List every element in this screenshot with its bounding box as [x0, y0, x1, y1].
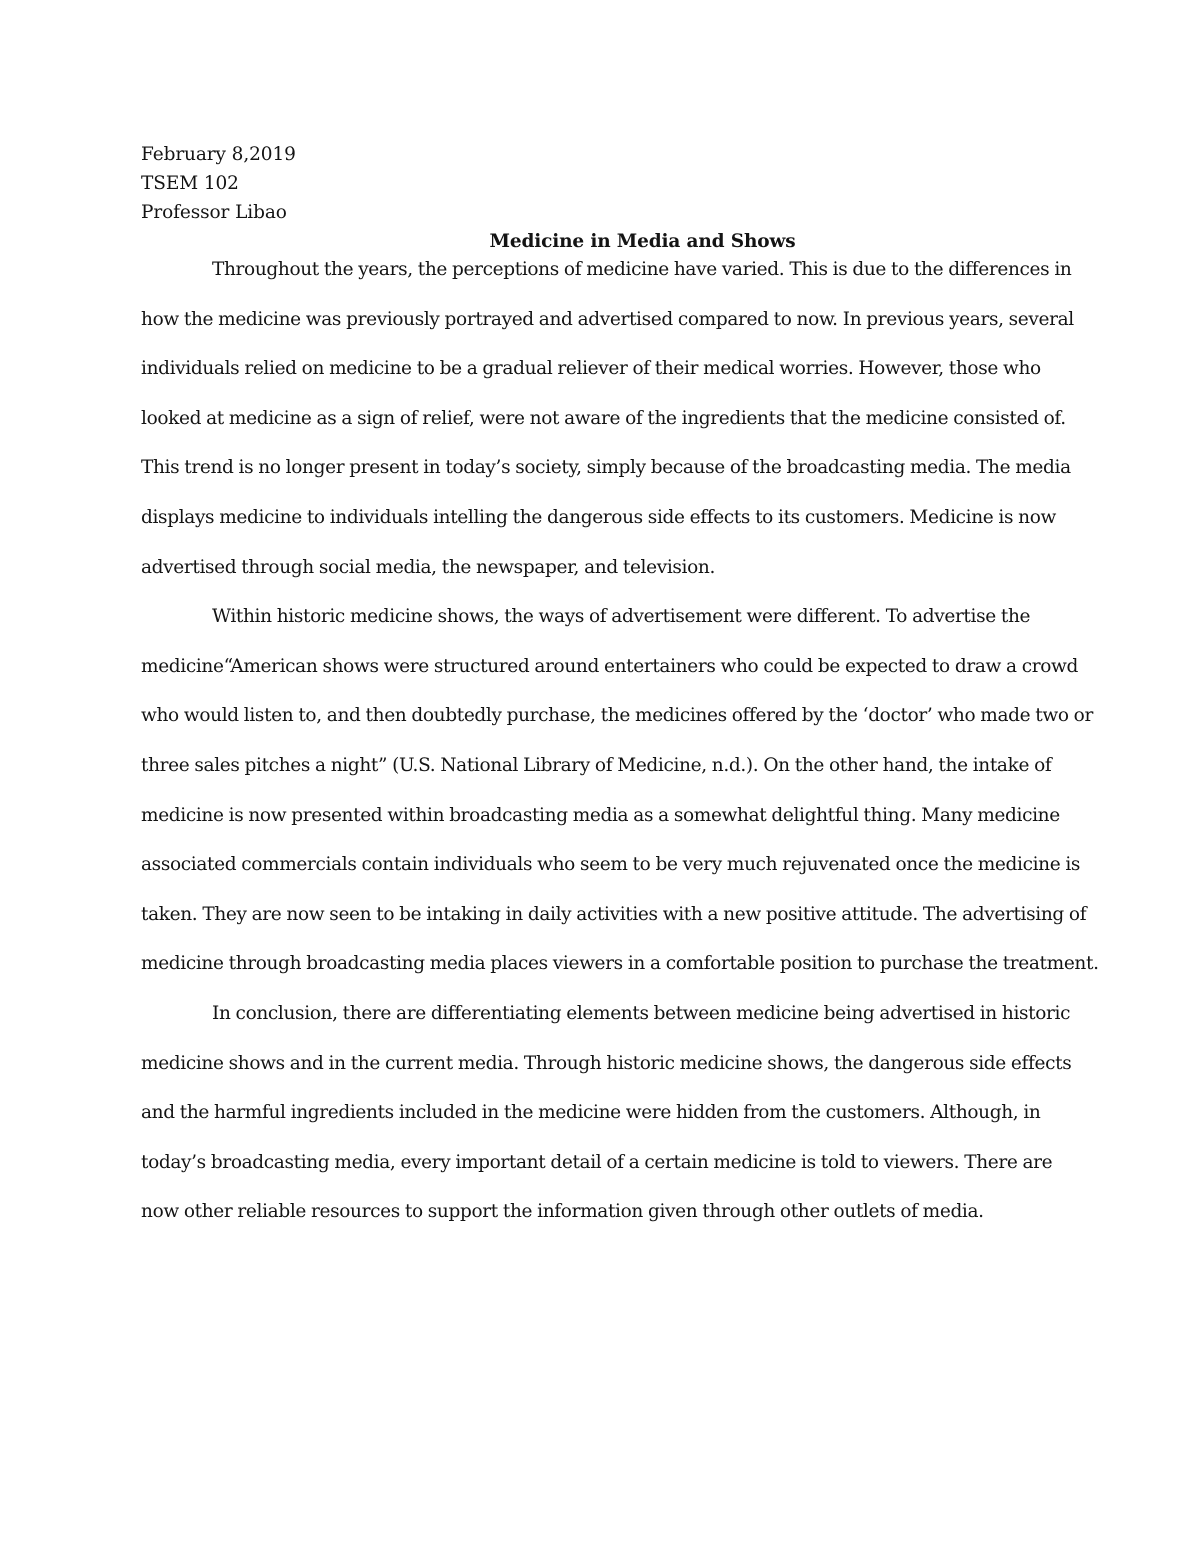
text-line: individuals relied on medicine to be a gradual reliever of their medical worries. However, those who	[141, 358, 1041, 380]
header-date: February 8,2019	[141, 144, 296, 165]
text-line: medicine“American shows were structured around entertainers who could be expected to draw a crowd	[141, 655, 1078, 677]
text-line: who would listen to, and then doubtedly purchase, the medicines offered by the ‘doctor’ who made two or	[141, 705, 1093, 727]
text-line: In conclusion, there are differentiating elements between medicine being advertised in historic	[212, 1002, 1071, 1024]
text-line: and the harmful ingredients included in the medicine were hidden from the customers. Although, in	[141, 1102, 1041, 1124]
text-line: looked at medicine as a sign of relief, were not aware of the ingredients that the medicine consisted of.	[141, 407, 1066, 429]
paragraph	[141, 255, 1074, 602]
text-line: medicine shows and in the current media. Through historic medicine shows, the dangerous side effects	[141, 1052, 1072, 1074]
text-line: taken. They are now seen to be intaking in daily activities with a new positive attitude. The advertising of	[141, 903, 1087, 925]
header-professor: Professor Libao	[141, 202, 287, 223]
paragraph	[141, 602, 1099, 999]
text-line: Within historic medicine shows, the ways of advertisement were different. To advertise the	[212, 606, 1031, 628]
text-line: how the medicine was previously portrayed and advertised compared to now. In previous years, several	[141, 308, 1074, 330]
document-title: Medicine in Media and Shows	[489, 231, 796, 252]
header-course: TSEM 102	[141, 173, 239, 194]
text-line: today’s broadcasting media, every important detail of a certain medicine is told to viewers. There are	[141, 1151, 1053, 1173]
text-line: displays medicine to individuals intelling the dangerous side effects to its customers. Medicine is now	[141, 506, 1057, 528]
text-line: advertised through social media, the newspaper, and television.	[141, 556, 715, 578]
paragraph	[141, 999, 1072, 1247]
text-line: medicine is now presented within broadcasting media as a somewhat delightful thing. Many medicine	[141, 804, 1060, 826]
document-body	[141, 255, 1099, 1247]
text-line: medicine through broadcasting media places viewers in a comfortable position to purchase the treatment.	[141, 953, 1099, 975]
text-line: associated commercials contain individuals who seem to be very much rejuvenated once the medicine is	[141, 854, 1081, 876]
document-header	[141, 140, 1041, 227]
text-line: Throughout the years, the perceptions of medicine have varied. This is due to the differences in	[212, 259, 1072, 280]
text-line: three sales pitches a night” (U.S. National Library of Medicine, n.d.). On the other hand, the intake of	[141, 754, 1052, 776]
text-line: now other reliable resources to support the information given through other outlets of media.	[141, 1201, 984, 1223]
text-line: This trend is no longer present in today’s society, simply because of the broadcasting media. The media	[141, 457, 1071, 479]
